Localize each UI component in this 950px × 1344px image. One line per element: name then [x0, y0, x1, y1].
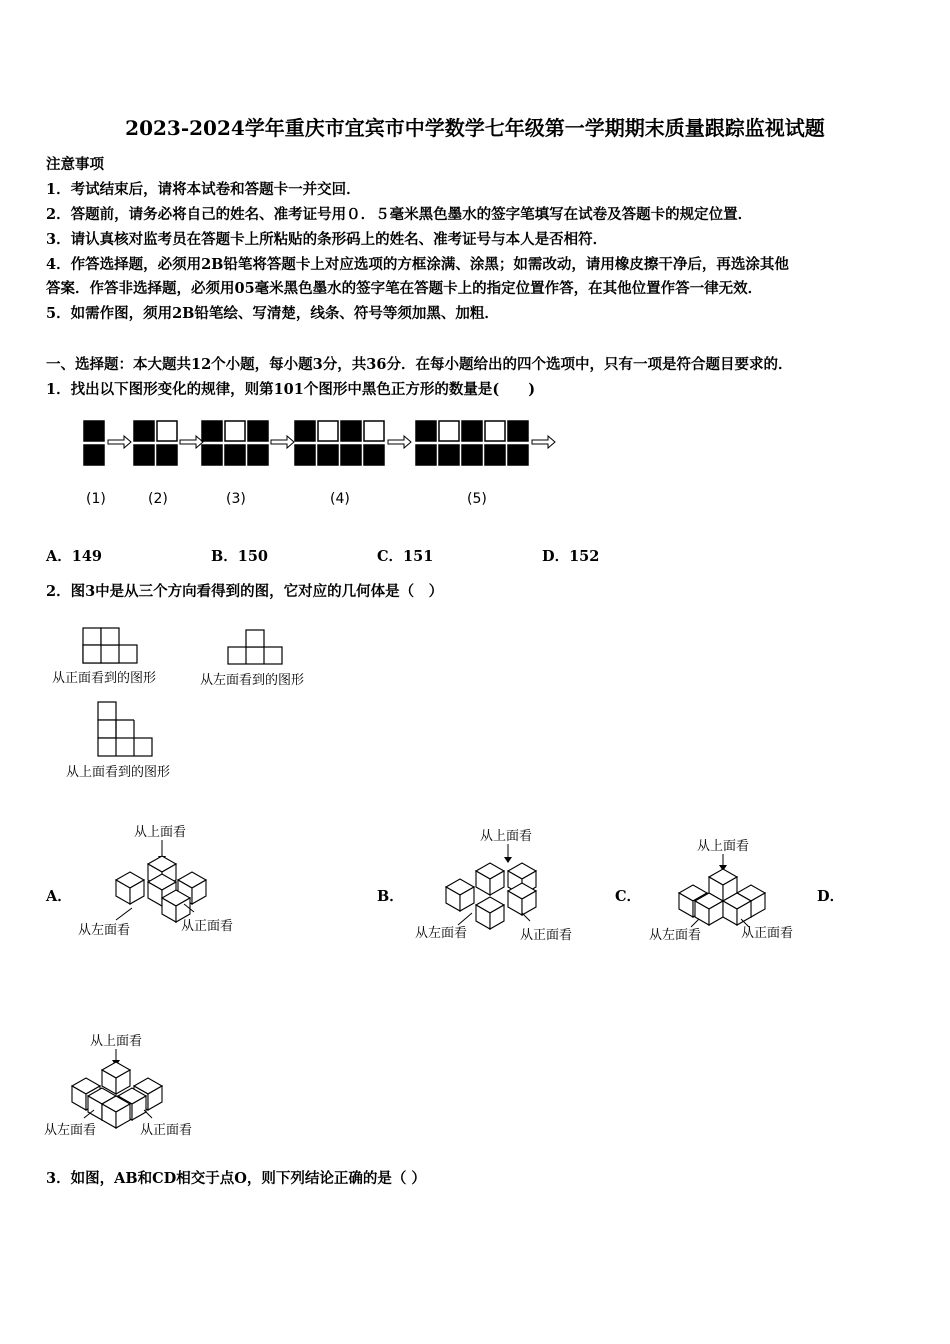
- left-view: [228, 630, 282, 664]
- label-left: 从左面看: [649, 928, 702, 943]
- figure-label: (4): [330, 491, 350, 507]
- label-front: 从正面看: [520, 928, 573, 943]
- section-heading: 一、选择题：本大题共12个小题，每小题3分，共36分．在每小题给出的四个选项中，只有一项是符合题目要求的．: [46, 356, 793, 373]
- q2-option-b: B．: [377, 888, 404, 905]
- solid-a: [76, 822, 276, 942]
- figure-label: (5): [467, 491, 487, 507]
- left-view-label: 从左面看到的图形: [200, 673, 305, 688]
- solid-d: [40, 1030, 220, 1142]
- arrow-icon: [180, 436, 203, 448]
- label-left: 从左面看: [44, 1123, 97, 1138]
- pattern-1: [84, 421, 104, 465]
- label-left: 从左面看: [78, 923, 131, 938]
- solid-c: [645, 835, 825, 950]
- question-3-stem: 3．如图，AB和CD相交于点O，则下列结论正确的是（ ）: [46, 1170, 426, 1187]
- notice-item: 5．如需作图，须用2B铅笔绘、写清楚，线条、符号等须加黑、加粗．: [46, 305, 499, 322]
- top-view: [98, 702, 152, 756]
- option-b: B．150: [211, 548, 269, 565]
- label-top: 从上面看: [480, 829, 533, 844]
- label-front: 从正面看: [140, 1123, 193, 1138]
- figure-label: (3): [226, 491, 246, 507]
- label-top: 从上面看: [134, 825, 187, 840]
- arrow-icon: [108, 436, 131, 448]
- label-front: 从正面看: [181, 919, 234, 934]
- pattern-5: [416, 421, 528, 465]
- notice-heading: 注意事项: [46, 156, 104, 173]
- q2-three-views: [50, 625, 330, 785]
- figure-label: (1): [86, 491, 106, 507]
- pattern-3: [202, 421, 268, 465]
- notice-item: 2．答题前，请务必将自己的姓名、准考证号用０．５毫米黑色墨水的签字笔填写在试卷及答题卡的规定位置．: [46, 206, 753, 223]
- question-1-stem: 1．找出以下图形变化的规律，则第101个图形中黑色正方形的数量是( ): [46, 381, 536, 398]
- pattern-2: [134, 421, 177, 465]
- top-view-label: 从上面看到的图形: [66, 765, 171, 780]
- label-front: 从正面看: [741, 926, 794, 941]
- option-d: D．152: [542, 548, 600, 565]
- pattern-4: [295, 421, 384, 465]
- notice-item: 答案．作答非选择题，必须用05毫米黑色墨水的签字笔在答题卡上的指定位置作答，在其他位置作答一律无效．: [46, 280, 763, 297]
- notice-item: 1．考试结束后，请将本试卷和答题卡一并交回．: [46, 181, 361, 198]
- figure-label: (2): [148, 491, 168, 507]
- page-title: 2023-2024学年重庆市宜宾市中学数学七年级第一学期期末质量跟踪监视试题: [125, 116, 825, 140]
- front-view-label: 从正面看到的图形: [52, 671, 157, 686]
- notice-item: 3．请认真核对监考员在答题卡上所粘贴的条形码上的姓名、准考证号与本人是否相符．: [46, 231, 608, 248]
- label-left: 从左面看: [415, 926, 468, 941]
- solid-b: [412, 825, 612, 945]
- arrow-icon: [271, 436, 294, 448]
- option-c: C．151: [377, 548, 434, 565]
- q2-option-d: D．: [817, 888, 845, 905]
- arrow-icon: [388, 436, 411, 448]
- notice-item: 4．作答选择题，必须用2B铅笔将答题卡上对应选项的方框涂满、涂黑；如需改动，请用橡皮擦干净后，再选涂其他: [46, 256, 789, 273]
- arrow-icon: [532, 436, 555, 448]
- option-a: A．149: [46, 548, 103, 565]
- q2-option-c: C．: [615, 888, 642, 905]
- q1-pattern-figure: [80, 415, 560, 515]
- label-top: 从上面看: [697, 839, 750, 854]
- q2-option-a: A．: [46, 888, 72, 905]
- question-2-stem: 2．图3中是从三个方向看得到的图，它对应的几何体是（ ）: [46, 583, 444, 600]
- label-top: 从上面看: [90, 1034, 143, 1049]
